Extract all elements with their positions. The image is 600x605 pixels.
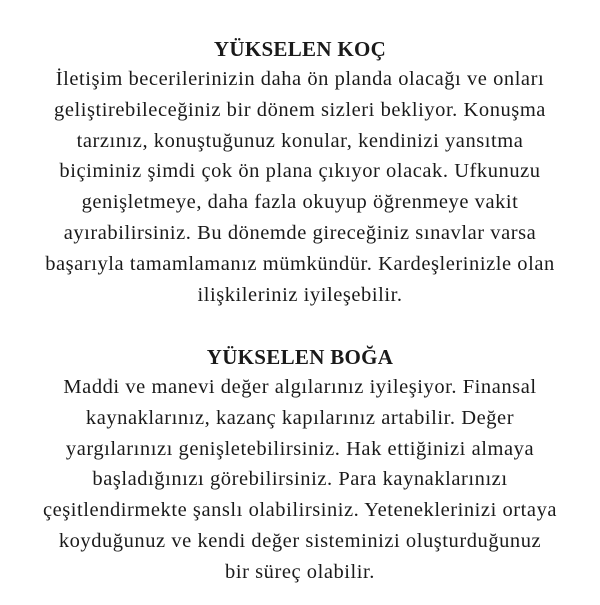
section-heading: YÜKSELEN KOÇ (213, 37, 387, 61)
section-body (0, 64, 600, 310)
body-line: İletişim becerilerinizin daha ön planda olacağı ve onları (55, 68, 545, 90)
section-heading: YÜKSELEN BOĞA (206, 345, 394, 369)
body-line: başarıyla tamamlamanız mümkündür. Kardeşlerinizle olan (45, 252, 555, 275)
body-line: genişletmeye, daha fazla okuyup öğrenmeye vakit (81, 191, 519, 214)
body-line: tarzınız, konuştuğunuz konular, kendinizi yansıtma (76, 129, 524, 152)
body-line: ilişkileriniz iyileşebilir. (197, 283, 403, 306)
body-line: koyduğunuz ve kendi değer sisteminizi oluşturduğunuz (58, 529, 542, 552)
body-line: yargılarınızı genişletebilirsiniz. Hak ettiğinizi almaya (65, 437, 535, 460)
body-line: biçiminiz şimdi çok ön plana çıkıyor olacak. Ufkunuzu (59, 160, 541, 183)
body-line: bir süreç olabilir. (225, 560, 375, 583)
body-line: çeşitlendirmekte şanslı olabilirsiniz. Yeteneklerinizi ortaya (42, 499, 558, 522)
body-line: ayırabilirsiniz. Bu dönemde gireceğiniz sınavlar varsa (63, 221, 537, 244)
body-line: başladığınızı görebilirsiniz. Para kaynaklarınızı (92, 468, 508, 491)
section-yukselen-koc (0, 34, 600, 310)
body-line: kaynaklarınız, kazanç kapılarınız artabilir. Değer (85, 406, 515, 429)
section-yukselen-boga (0, 342, 600, 588)
section-body (0, 372, 600, 588)
body-line: geliştirebileceğiniz bir dönem sizleri bekliyor. Konuşma (54, 98, 546, 121)
body-line: Maddi ve manevi değer algılarınız iyileşiyor. Finansal (63, 376, 537, 398)
